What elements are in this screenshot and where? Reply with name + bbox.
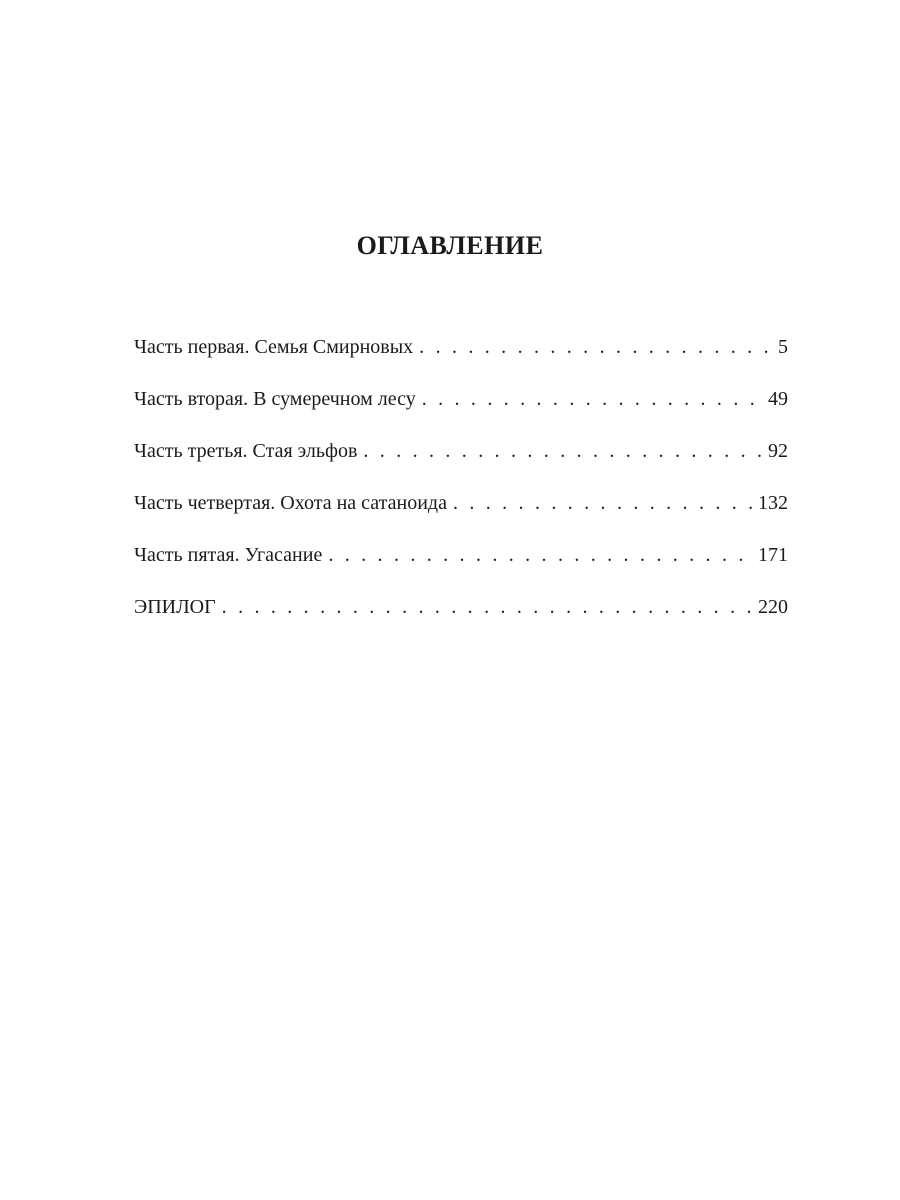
toc-entry-title: ЭПИЛОГ (134, 596, 216, 618)
toc-page-number: 49 (768, 388, 788, 410)
toc-page-number: 171 (758, 544, 788, 566)
dot-leader (222, 593, 756, 621)
toc-entry-title: Часть первая. Семья Смирновых (134, 336, 414, 358)
toc-page-number: 5 (778, 336, 788, 358)
toc-entry-title: Часть пятая. Угасание (134, 544, 323, 566)
dot-leader (328, 541, 756, 569)
toc-entry (134, 385, 788, 437)
dot-leader (363, 437, 766, 465)
toc-entry-title: Часть четвертая. Охота на сатаноида (134, 492, 447, 514)
toc-entry-title: Часть третья. Стая эльфов (134, 440, 358, 462)
toc-entry (134, 333, 788, 385)
toc-page-number: 220 (758, 596, 788, 618)
dot-leader (419, 333, 776, 361)
toc-page-number: 92 (768, 440, 788, 462)
table-of-contents (134, 333, 788, 645)
toc-entry (134, 437, 788, 489)
toc-entry (134, 541, 788, 593)
dot-leader (453, 489, 756, 517)
toc-entry (134, 489, 788, 541)
dot-leader (422, 385, 766, 413)
toc-entry-title: Часть вторая. В сумеречном лесу (134, 388, 416, 410)
toc-entry (134, 593, 788, 645)
toc-page-number: 132 (758, 492, 788, 514)
page-title: ОГЛАВЛЕНИЕ (356, 231, 544, 260)
